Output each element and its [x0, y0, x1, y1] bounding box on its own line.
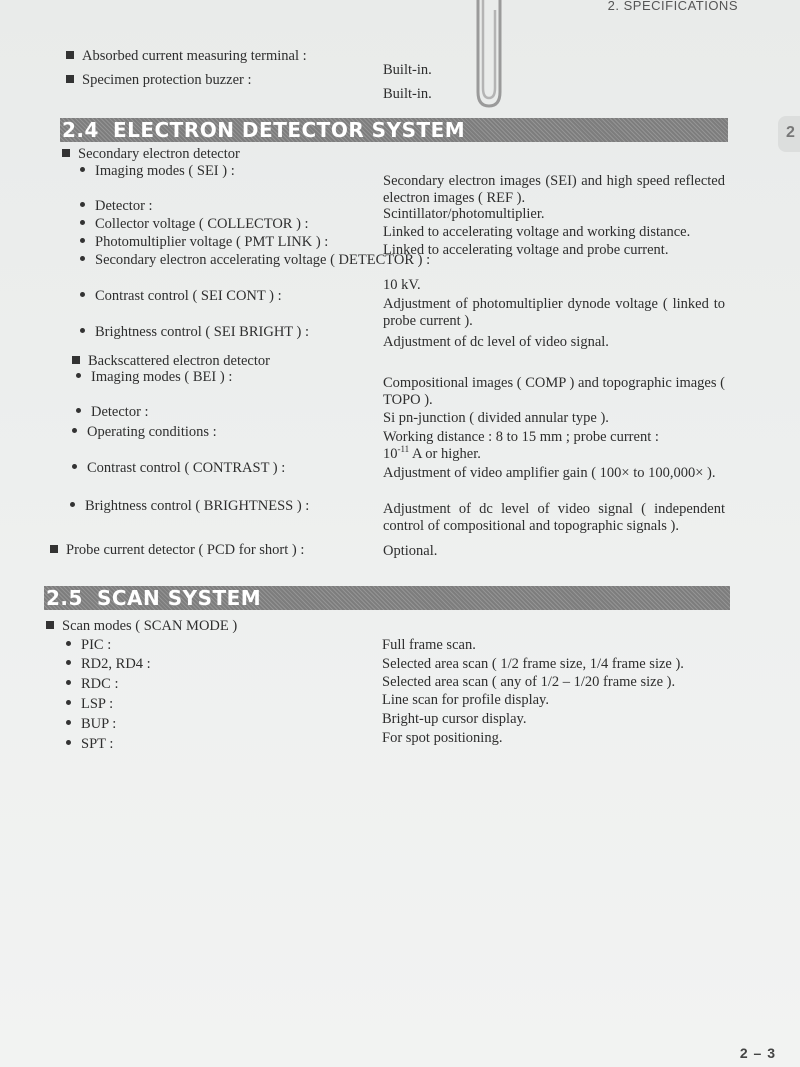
- item-label: Operating conditions :: [87, 424, 217, 440]
- item-label: Specimen protection buzzer :: [82, 72, 252, 88]
- item-label: LSP :: [81, 696, 114, 712]
- subsection-heading: Secondary electron detector: [62, 146, 240, 163]
- chapter-header: 2. SPECIFICATIONS: [607, 0, 738, 13]
- bullet-icon: [70, 502, 75, 507]
- bullet-icon: [76, 373, 81, 378]
- item-label: Absorbed current measuring terminal :: [82, 48, 307, 64]
- item-label: SPT :: [81, 736, 114, 752]
- section-number: 2.4: [62, 118, 99, 142]
- item-label: BUP :: [81, 716, 117, 732]
- bullet-icon: [66, 740, 71, 745]
- bullet-icon: [72, 464, 77, 469]
- subsection-heading: Scan modes ( SCAN MODE ): [46, 618, 237, 635]
- bullet-icon: [80, 328, 85, 333]
- item-value: Optional.: [383, 543, 438, 559]
- item-value-continuation: $10^{-11}$ A or higher.: [383, 444, 481, 462]
- item-label: Collector voltage ( COLLECTOR ) :: [95, 216, 309, 232]
- item-value: 10 kV.: [383, 277, 421, 293]
- item-value: Compositional images ( COMP ) and topographic images ( TOPO ).: [383, 375, 725, 408]
- item-label: Imaging modes ( SEI ) :: [95, 163, 235, 179]
- bullet-icon: [76, 408, 81, 413]
- square-bullet-icon: [66, 51, 74, 59]
- item-value: Line scan for profile display.: [382, 692, 549, 708]
- item-value: Bright-up cursor display.: [382, 711, 527, 727]
- bullet-icon: [66, 700, 71, 705]
- item-value: Secondary electron images (SEI) and high speed reflected electron images ( REF ).: [383, 173, 725, 206]
- bullet-icon: [80, 202, 85, 207]
- item-value: Selected area scan ( any of 1/2 – 1/20 frame size ).: [382, 674, 676, 690]
- square-bullet-icon: [66, 75, 74, 83]
- item-value: Adjustment of photomultiplier dynode voltage ( linked to probe current ).: [383, 296, 725, 329]
- section-heading-2-5: [44, 586, 730, 610]
- item-value: Adjustment of video amplifier gain ( 100× to 100,000× ).: [383, 465, 716, 481]
- subsection-heading: Backscattered electron detector: [72, 353, 270, 370]
- item-value: Working distance : 8 to 15 mm ; probe current :: [383, 429, 659, 445]
- item-value: Adjustment of dc level of video signal.: [383, 334, 609, 350]
- item-label: RDC :: [81, 676, 119, 692]
- item-label: Probe current detector ( PCD for short ) :: [66, 542, 305, 558]
- item-value: Scintillator/photomultiplier.: [383, 206, 545, 222]
- item-label: Secondary electron accelerating voltage ( DETECTOR ) :: [95, 252, 431, 268]
- item-label: Detector :: [95, 198, 153, 214]
- section-title: SCAN SYSTEM: [96, 586, 262, 610]
- item-value: Adjustment of dc level of video signal ( independent control of compositional and topographic signals ).: [383, 501, 725, 534]
- item-label: Brightness control ( SEI BRIGHT ) :: [95, 324, 309, 340]
- bullet-icon: [66, 680, 71, 685]
- bullet-icon: [80, 238, 85, 243]
- square-bullet-icon: [72, 356, 80, 364]
- bullet-icon: [80, 167, 85, 172]
- item-label: Photomultiplier voltage ( PMT LINK ) :: [95, 234, 329, 250]
- item-label: Detector :: [91, 404, 149, 420]
- square-bullet-icon: [46, 621, 54, 629]
- item-value: Linked to accelerating voltage and working distance.: [383, 224, 691, 240]
- item-label: PIC :: [81, 637, 112, 653]
- bullet-icon: [80, 292, 85, 297]
- item-value: Si pn-junction ( divided annular type ).: [383, 410, 609, 426]
- bullet-icon: [72, 428, 77, 433]
- chapter-side-tab: 2: [778, 116, 800, 152]
- item-value: Selected area scan ( 1/2 frame size, 1/4 frame size ).: [382, 656, 684, 672]
- section-title: ELECTRON DETECTOR SYSTEM: [112, 118, 466, 142]
- item-value: Full frame scan.: [382, 637, 476, 653]
- item-label: Imaging modes ( BEI ) :: [91, 369, 233, 385]
- section-heading-2-4: [60, 118, 728, 142]
- item-value: For spot positioning.: [382, 730, 503, 746]
- item-label: Brightness control ( BRIGHTNESS ) :: [85, 498, 310, 514]
- item-label: RD2, RD4 :: [81, 656, 151, 672]
- item-value: Linked to accelerating voltage and probe current.: [383, 242, 669, 258]
- bullet-icon: [80, 256, 85, 261]
- section-number: 2.5: [46, 586, 83, 610]
- bullet-icon: [66, 720, 71, 725]
- item-value: Built-in.: [383, 86, 432, 102]
- item-label: Contrast control ( CONTRAST ) :: [87, 460, 286, 476]
- bullet-icon: [66, 641, 71, 646]
- bullet-icon: [66, 660, 71, 665]
- item-label: Contrast control ( SEI CONT ) :: [95, 288, 282, 304]
- bullet-icon: [80, 220, 85, 225]
- item-value: Built-in.: [383, 62, 432, 78]
- page-number: 2 – 3: [739, 1045, 776, 1061]
- square-bullet-icon: [50, 545, 58, 553]
- square-bullet-icon: [62, 149, 70, 157]
